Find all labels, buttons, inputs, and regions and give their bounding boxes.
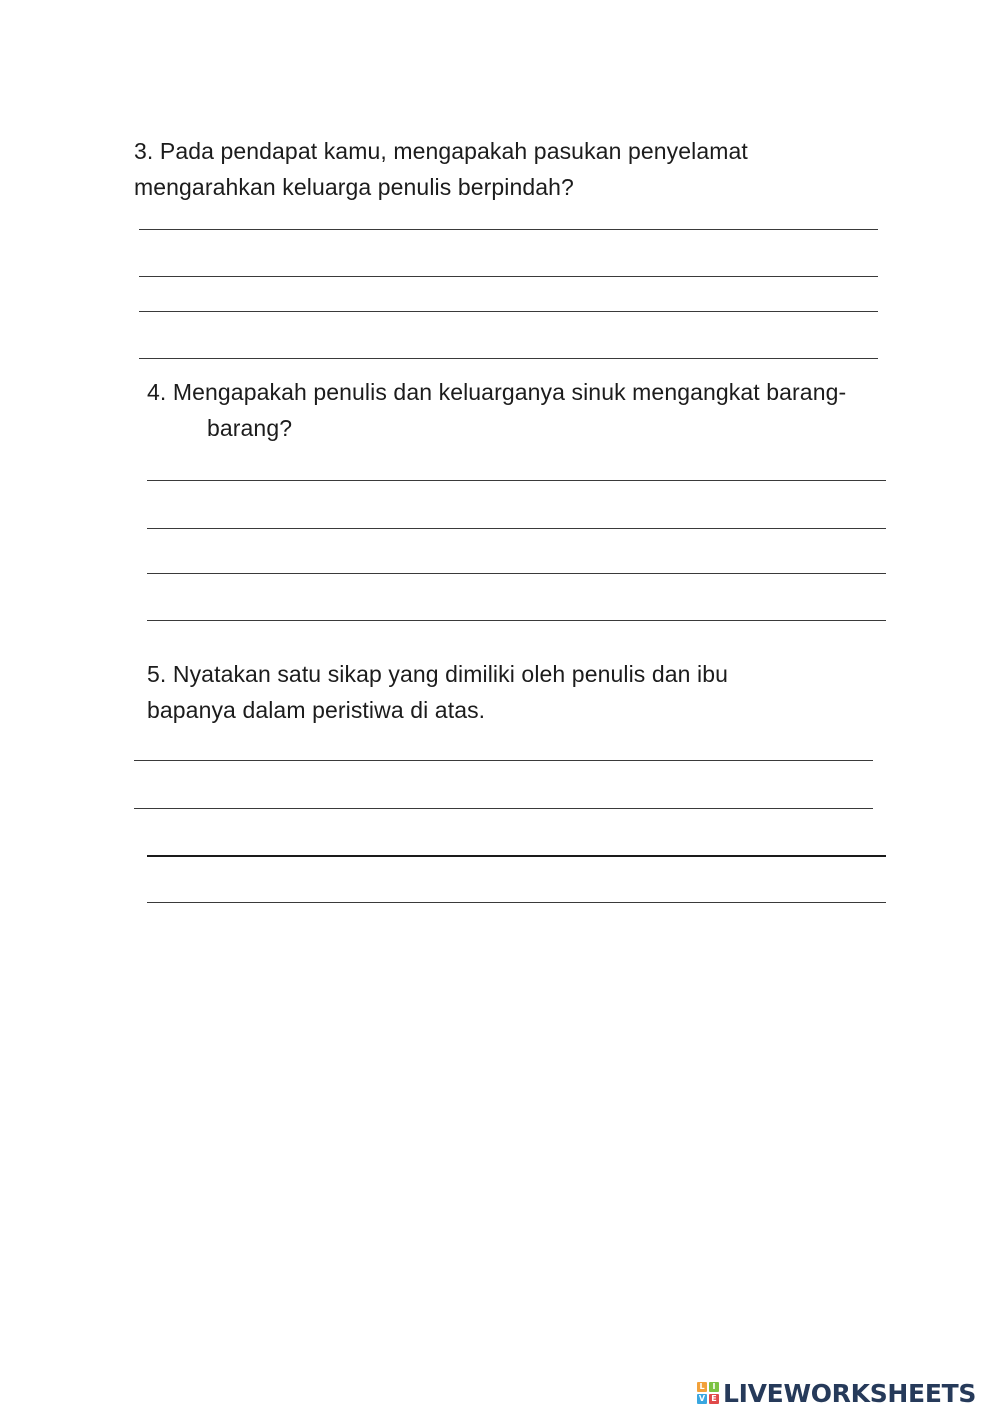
question-3-line-2: mengarahkan keluarga penulis berpindah? bbox=[134, 174, 574, 200]
liveworksheets-brand bbox=[697, 1377, 976, 1409]
answer-line-5-3[interactable] bbox=[147, 855, 886, 857]
answer-line-4-3[interactable] bbox=[147, 573, 886, 574]
answer-line-4-2[interactable] bbox=[147, 528, 886, 529]
answer-line-5-1[interactable] bbox=[134, 760, 873, 761]
question-4-line-2: barang? bbox=[207, 415, 293, 441]
answer-line-3-1[interactable] bbox=[139, 229, 878, 230]
answer-line-3-3[interactable] bbox=[139, 311, 878, 312]
brand-name: LIVEWORKSHEETS bbox=[723, 1378, 977, 1408]
answer-line-5-4[interactable] bbox=[147, 902, 886, 903]
answer-line-4-4[interactable] bbox=[147, 620, 886, 621]
answer-line-3-4[interactable] bbox=[139, 358, 878, 359]
question-4-line-1: 4. Mengapakah penulis dan keluarganya sinuk mengangkat barang- bbox=[147, 379, 847, 405]
question-5-line-1: 5. Nyatakan satu sikap yang dimiliki oleh penulis dan ibu bbox=[147, 661, 729, 687]
question-4 bbox=[147, 374, 846, 446]
question-5 bbox=[147, 656, 728, 728]
question-5-line-2: bapanya dalam peristiwa di atas. bbox=[147, 697, 486, 723]
logo-tile-i: I bbox=[709, 1382, 719, 1392]
answer-line-5-2[interactable] bbox=[134, 808, 873, 809]
answer-line-4-1[interactable] bbox=[147, 480, 886, 481]
answer-line-3-2[interactable] bbox=[139, 276, 878, 277]
question-3 bbox=[134, 133, 748, 205]
liveworksheets-logo-icon bbox=[697, 1382, 719, 1404]
logo-tile-e: E bbox=[709, 1394, 719, 1404]
question-3-line-1: 3. Pada pendapat kamu, mengapakah pasukan penyelamat bbox=[134, 138, 748, 164]
logo-tile-v: V bbox=[698, 1394, 706, 1403]
logo-tile-l: L bbox=[697, 1382, 707, 1392]
